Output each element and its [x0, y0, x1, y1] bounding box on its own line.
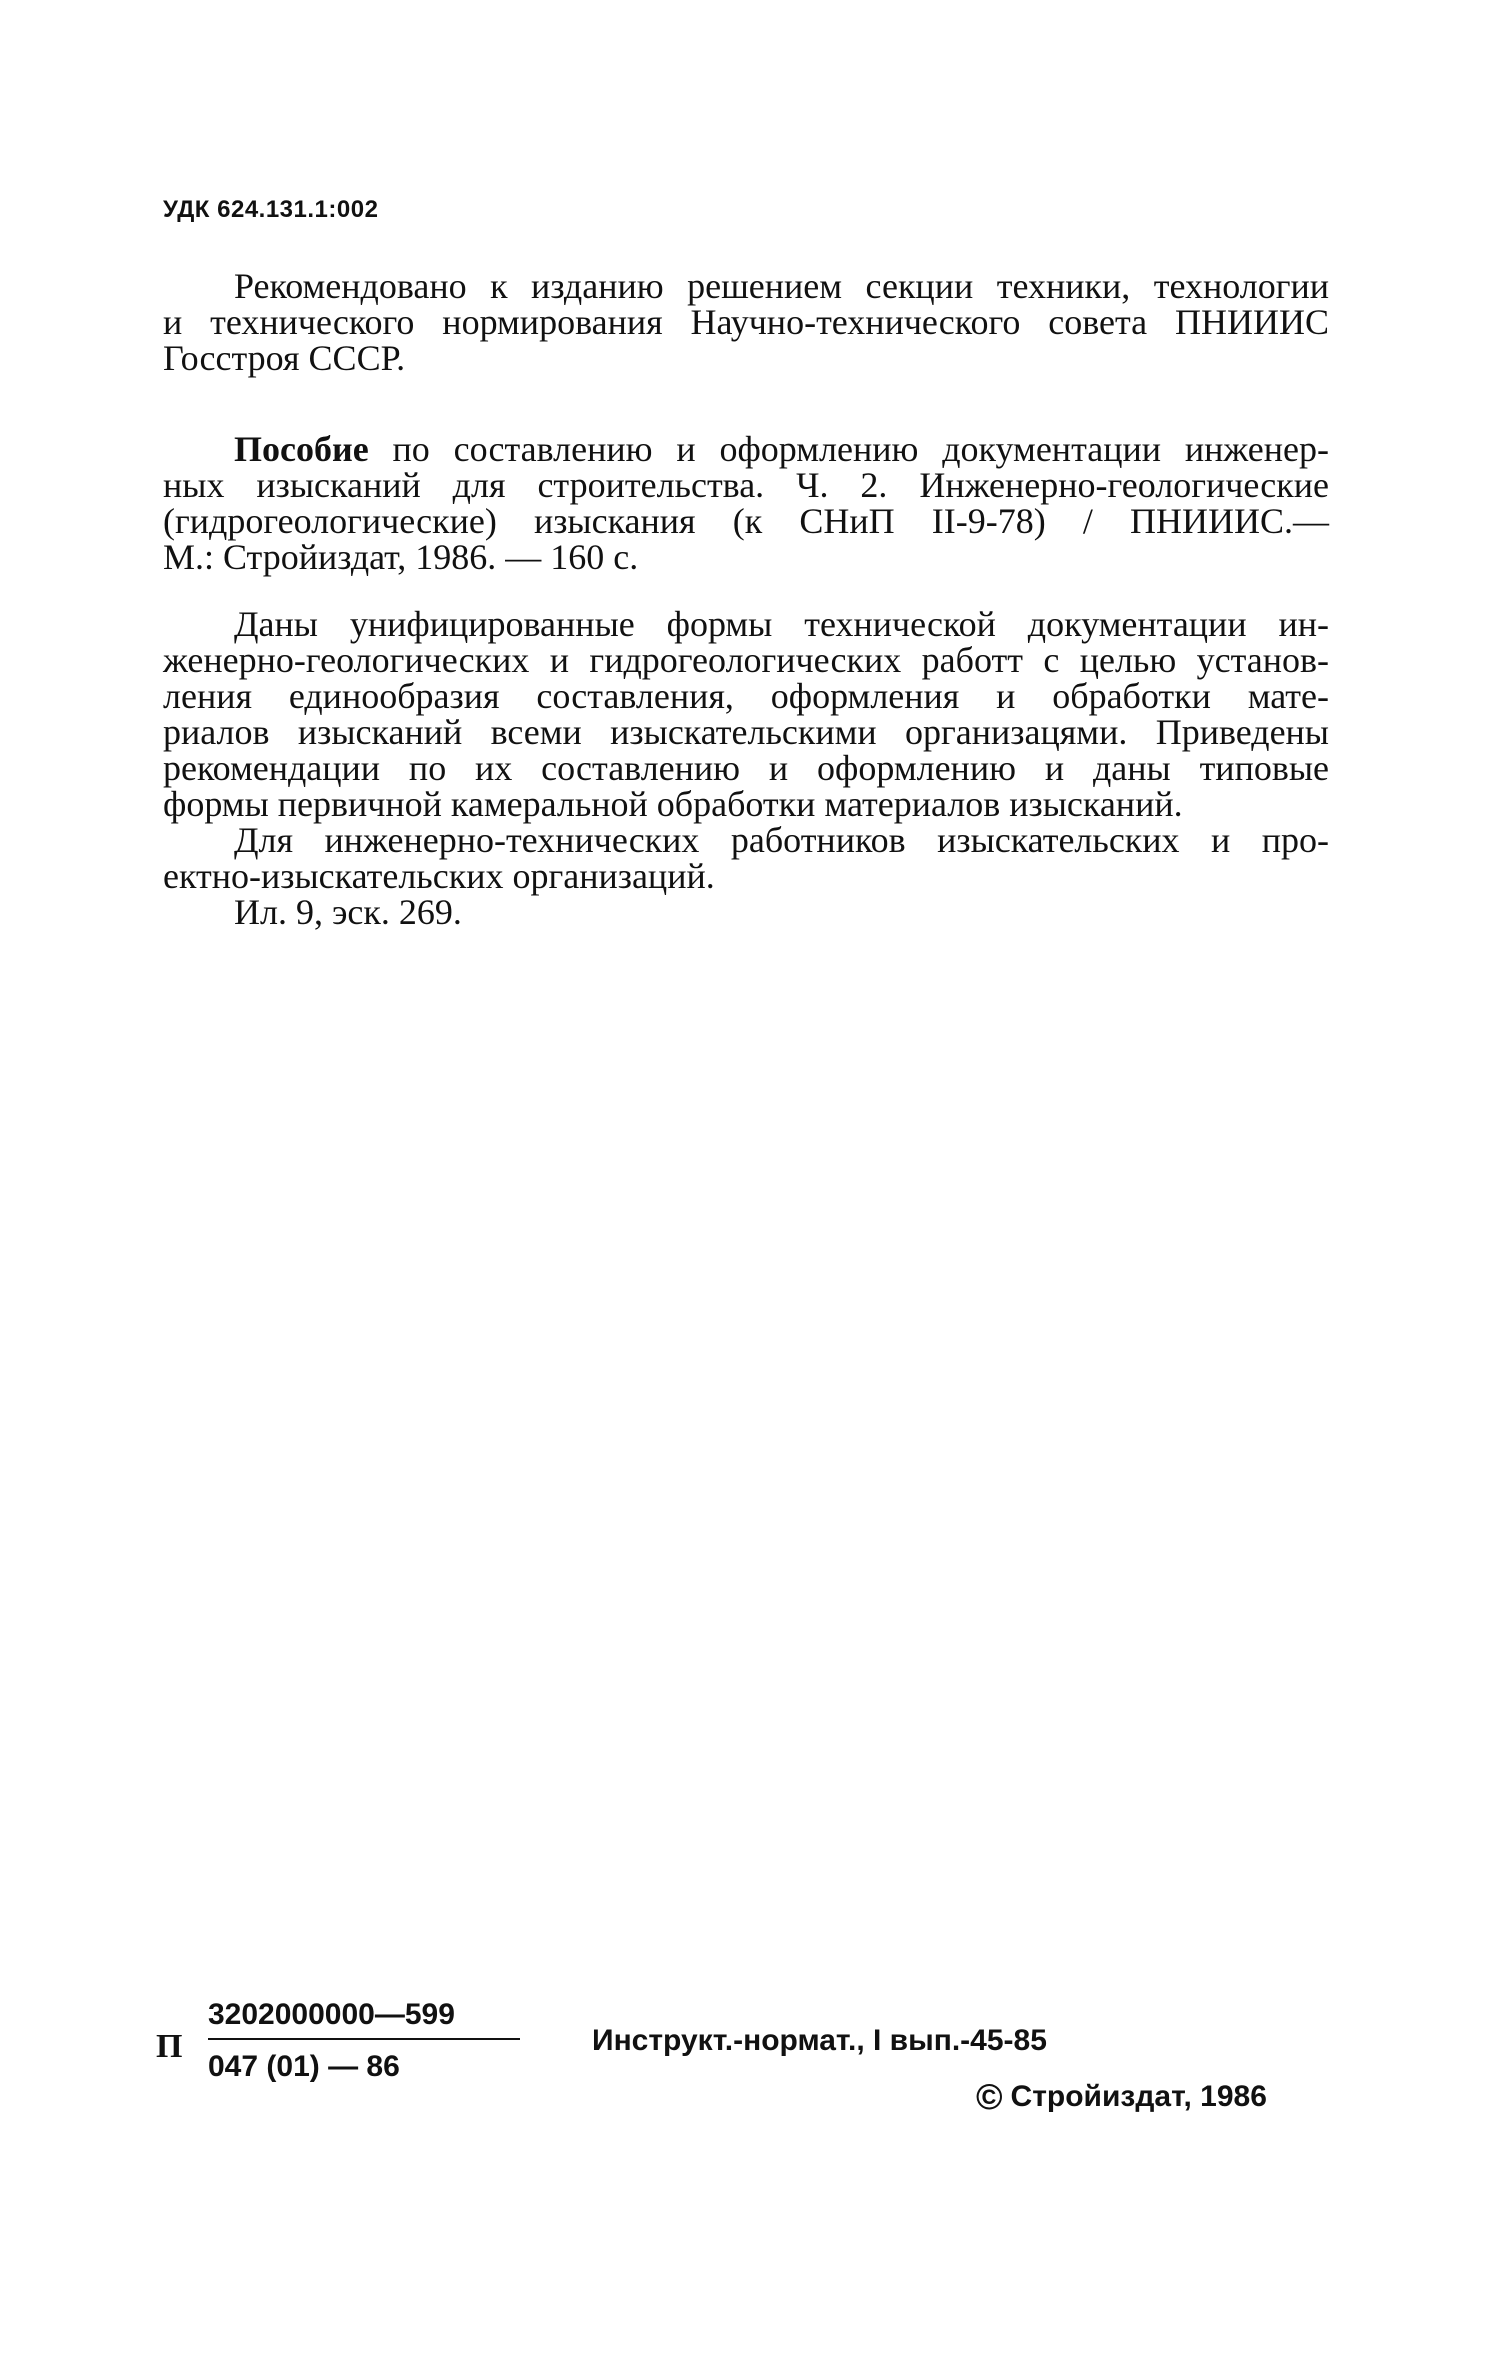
abstract-line: ления единообразия составления, оформления и обработки мате- [163, 676, 1329, 716]
recommendation-line: и технического нормирования Научно-технического совета ПНИИИС [163, 302, 1329, 342]
abstract-line: женерно-геологических и гидрогеологических работт с целью установ- [163, 640, 1329, 680]
abstract-line: Даны унифицированные формы технической документации ин- [234, 604, 1329, 644]
reference-first-line-rest: по составлению и оформлению документации инженер- [368, 429, 1329, 469]
abstract-line: рекомендации по их составлению и оформлению и даны типовые [163, 748, 1329, 788]
imprint-fraction-line [208, 2038, 520, 2040]
imprint-letter: П [156, 2028, 183, 2065]
publication-imprint [146, 1990, 1346, 2150]
copyright-line [976, 2076, 1267, 2117]
imprint-denominator: 047 (01) — 86 [208, 2050, 400, 2083]
abstract-line: формы первичной камеральной обработки материалов изысканий. [163, 784, 1183, 824]
copyright-text: Стройиздат, 1986 [1010, 2080, 1267, 2113]
abstract-line: Для инженерно-технических работников изыскательских и про- [234, 820, 1329, 860]
recommendation-paragraph [163, 268, 1329, 376]
udk-code: УДК 624.131.1:002 [163, 196, 379, 223]
reference-line: М.: Стройиздат, 1986. — 160 с. [163, 537, 639, 577]
reference-title-word: Пособие [234, 429, 369, 469]
copyright-icon: © [976, 2076, 1003, 2117]
abstract-line: ектно-изыскательских организаций. [163, 856, 715, 896]
bibliographic-reference [163, 431, 1329, 575]
recommendation-line: Госстроя СССР. [163, 338, 406, 378]
illustrations-count: Ил. 9, эск. 269. [234, 892, 462, 932]
reference-line: ных изысканий для строительства. Ч. 2. Инженерно-геологические [163, 465, 1329, 505]
abstract-paragraph [163, 606, 1329, 930]
reference-line: (гидрогеологические) изыскания (к СНиП II-9-78) / ПНИИИС.— [163, 501, 1329, 541]
recommendation-line: Рекомендовано к изданию решением секции техники, технологии [234, 266, 1329, 306]
reference-line [163, 431, 1329, 467]
imprint-numerator: 3202000000—599 [208, 1998, 455, 2031]
imprint-category: Инструкт.-нормат., I вып.-45-85 [592, 2024, 1047, 2057]
abstract-line: риалов изысканий всеми изыскательскими организацями. Приведены [163, 712, 1329, 752]
